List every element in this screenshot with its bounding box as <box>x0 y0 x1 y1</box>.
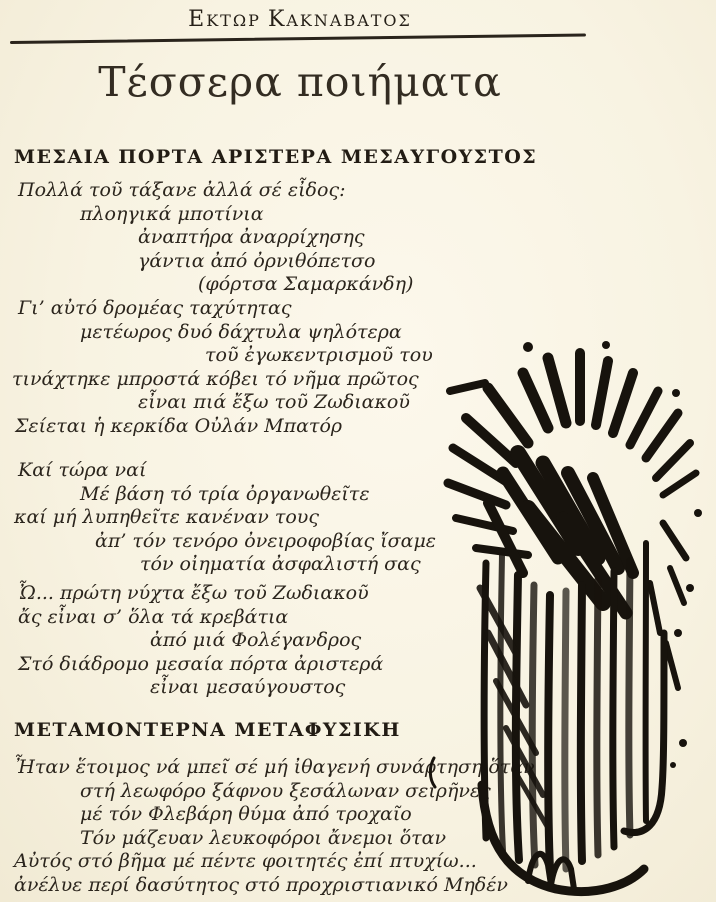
poem-line: Στό διάδρομο μεσαία πόρτα ἀριστερά <box>18 652 384 675</box>
poem-line: ἄς εἶναι σ’ ὅλα τά κρεβάτια <box>18 605 289 628</box>
poem-line: Ὦ... πρώτη νύχτα ἔξω τοῦ Ζωδιακοῦ <box>18 582 369 604</box>
poem-line: Μέ βάση τό τρία ὀργανωθεῖτε <box>80 482 370 505</box>
poem-line: Τόν μάζευαν λευκοφόροι ἄνεμοι ὅταν <box>80 826 447 849</box>
header-rule <box>10 33 586 44</box>
poem-line: πλοηγικά μποτίνια <box>80 202 264 225</box>
poem-line: στή λεωφόρο ξάφνου ξεσάλωναν σειρῆνες <box>80 779 491 802</box>
poem-line: Ἦταν ἕτοιμος νά μπεῖ σέ μή ἰθαγενή συνάρτηση ὅταν <box>14 756 535 778</box>
poem-line: μετέωρος δυό δάχτυλα ψηλότερα <box>80 320 402 343</box>
poem-2-heading: ΜΕΤΑΜΟΝΤΕΡΝΑ ΜΕΤΑΦΥΣΙΚΗ <box>14 719 401 741</box>
page-title: Τέσσερα ποιήματα <box>98 58 502 106</box>
poem-line: τοῦ ἐγωκεντρισμοῦ του <box>205 344 433 367</box>
poem-line: γάντια ἀπό ὀρνιθόπετσο <box>138 249 376 272</box>
poem-line: Καί τώρα ναί <box>18 459 147 481</box>
poem-line: ἀναπτήρα ἀναρρίχησης <box>138 226 365 249</box>
poem-line: Αὐτός στό βῆμα μέ πέντε φοιτητές ἐπί πτυχίω... <box>14 850 477 873</box>
poem-line: Πολλά τοῦ τάξανε ἀλλά σέ εἶδος: <box>18 179 346 201</box>
poem-1-stanza-3 <box>0 582 485 700</box>
poem-line: εἶναι πιά ἔξω τοῦ Ζωδιακοῦ <box>138 391 410 414</box>
poem-line: ἀνέλυε περί δασύτητος στό προχριστιανικό Μηδέν <box>14 873 508 896</box>
poem-line: τόν οἰηματία ἀσφαλιστή σας <box>140 553 421 576</box>
poem-1-heading: ΜΕΣΑΙΑ ΠΟΡΤΑ ΑΡΙΣΤΕΡΑ ΜΕΣΑΥΓΟΥΣΤΟΣ <box>14 146 538 168</box>
poem-line: τινάχτηκε μπροστά κόβει τό νῆμα πρῶτος <box>12 367 419 390</box>
poem-line: (φόρτσα Σαμαρκάνδη) <box>198 273 414 296</box>
ink-drawing-svg <box>428 333 710 898</box>
poem-1-stanza-2 <box>0 459 485 577</box>
poem-line: ἀπ’ τόν τενόρο ὀνειροφοβίας ἴσαμε <box>95 529 437 552</box>
poem-line: Σείεται ἡ κερκίδα Οὐλάν Μπατόρ <box>15 414 343 437</box>
poem-2-stanza-1 <box>0 756 535 898</box>
poem-line: μέ τόν Φλεβάρη θύμα ἀπό τροχαῖο <box>80 803 412 826</box>
poem-line: καί μή λυπηθεῖτε κανέναν τους <box>14 506 319 529</box>
poem-line: ἀπό μιά Φολέγανδρος <box>150 629 362 652</box>
poem-1-stanza-1 <box>0 179 485 439</box>
poem-line: Γι’ αὐτό δρομέας ταχύτητας <box>18 296 292 319</box>
ink-drawing <box>428 333 710 898</box>
author-name: ΕΚΤΩΡ ΚΑΚΝΑΒΑΤΟΣ <box>188 7 412 32</box>
poem-line: εἶναι μεσαύγουστος <box>150 676 346 699</box>
